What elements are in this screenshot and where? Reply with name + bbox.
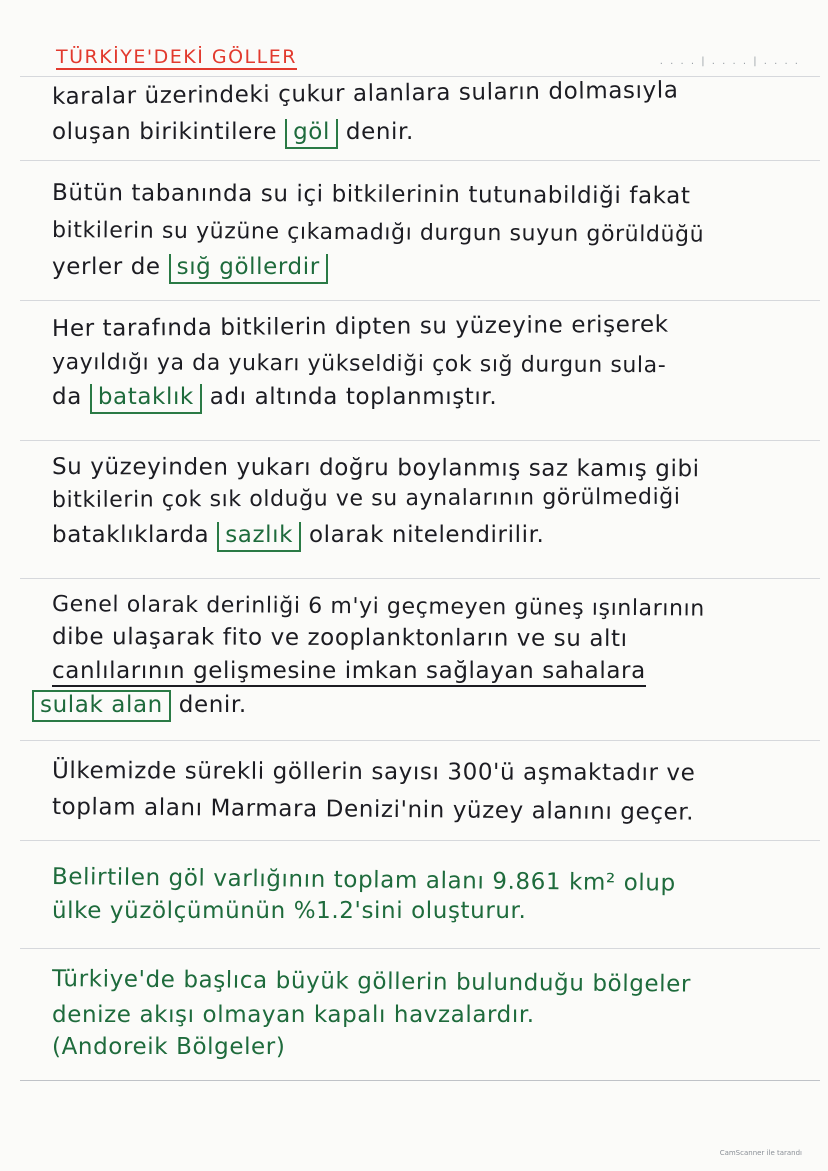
- text-line: Belirtilen göl varlığının toplam alanı 9.861 km² olup: [51, 864, 676, 897]
- ruled-line: [20, 578, 820, 579]
- text-line: dibe ulaşarak fito ve zooplanktonların ve su altı: [51, 624, 628, 653]
- page-title: TÜRKİYE'DEKİ GÖLLER: [56, 46, 297, 68]
- text-fragment: adı altında toplanmıştır.: [209, 384, 498, 410]
- text-fragment: olarak nitelendirilir.: [308, 522, 545, 548]
- text-line: [52, 524, 544, 547]
- text-line: Her tarafında bitkilerin dipten su yüzeyine erişerek: [51, 311, 669, 342]
- text-line: toplam alanı Marmara Denizi'nin yüzey alanını geçer.: [51, 794, 695, 826]
- text-fragment: bataklıklarda: [52, 522, 210, 548]
- text-line: Türkiye'de başlıca büyük göllerin bulunduğu bölgeler: [51, 966, 692, 998]
- text-line: Bütün tabanında su içi bitkilerinin tutunabildiği fakat: [51, 180, 691, 210]
- text-fragment: oluşan birikintilere: [52, 119, 278, 145]
- text-line: (Andoreik Bölgeler): [52, 1034, 286, 1060]
- text-line: karalar üzerindeki çukur alanlara suların dolmasıyla: [51, 77, 679, 110]
- ruled-line: [20, 440, 820, 441]
- text-line: [52, 660, 646, 683]
- text-fragment: yerler de: [52, 254, 161, 280]
- text-fragment: canlılarının gelişmesine imkan sağlayan sahalara: [52, 658, 646, 687]
- text-line: Su yüzeyinden yukarı doğru boylanmış saz kamış gibi: [51, 454, 700, 483]
- text-fragment: denir.: [178, 692, 247, 718]
- text-line: denize akışı olmayan kapalı havzalardır.: [52, 1002, 535, 1028]
- ruled-line: [20, 160, 820, 161]
- text-fragment: da: [52, 384, 82, 410]
- term-box: sulak alan: [32, 690, 171, 722]
- text-line: [52, 386, 497, 409]
- term-box: göl: [285, 119, 338, 149]
- text-line: Genel olarak derinliği 6 m'yi geçmeyen güneş ışınlarının: [51, 592, 705, 622]
- term-box: sığ göllerdir: [169, 254, 328, 284]
- term-box: sazlık: [217, 522, 301, 552]
- text-line: [52, 256, 328, 279]
- ruled-line: [20, 948, 820, 949]
- text-line: [52, 121, 414, 144]
- ruled-line: [20, 76, 820, 77]
- ruled-line: [20, 740, 820, 741]
- header-dots: . . . . | . . . . | . . . .: [659, 56, 800, 67]
- term-box: bataklık: [90, 384, 202, 414]
- text-line: bitkilerin çok sık olduğu ve su aynalarının görülmediği: [51, 484, 681, 513]
- text-line: yayıldığı ya da yukarı yükseldiği çok sığ durgun sula-: [51, 350, 667, 379]
- ruled-line: [20, 840, 820, 841]
- text-line: [32, 694, 247, 717]
- ruled-line: [20, 1080, 820, 1081]
- ruled-line: [20, 300, 820, 301]
- scanner-watermark: CamScanner ile tarandı: [719, 1149, 802, 1157]
- text-line: ülke yüzölçümünün %1.2'sini oluşturur.: [52, 898, 527, 924]
- text-fragment: denir.: [345, 119, 414, 145]
- text-line: Ülkemizde sürekli göllerin sayısı 300'ü aşmaktadır ve: [51, 758, 696, 787]
- text-line: bitkilerin su yüzüne çıkamadığı durgun suyun görüldüğü: [51, 218, 705, 248]
